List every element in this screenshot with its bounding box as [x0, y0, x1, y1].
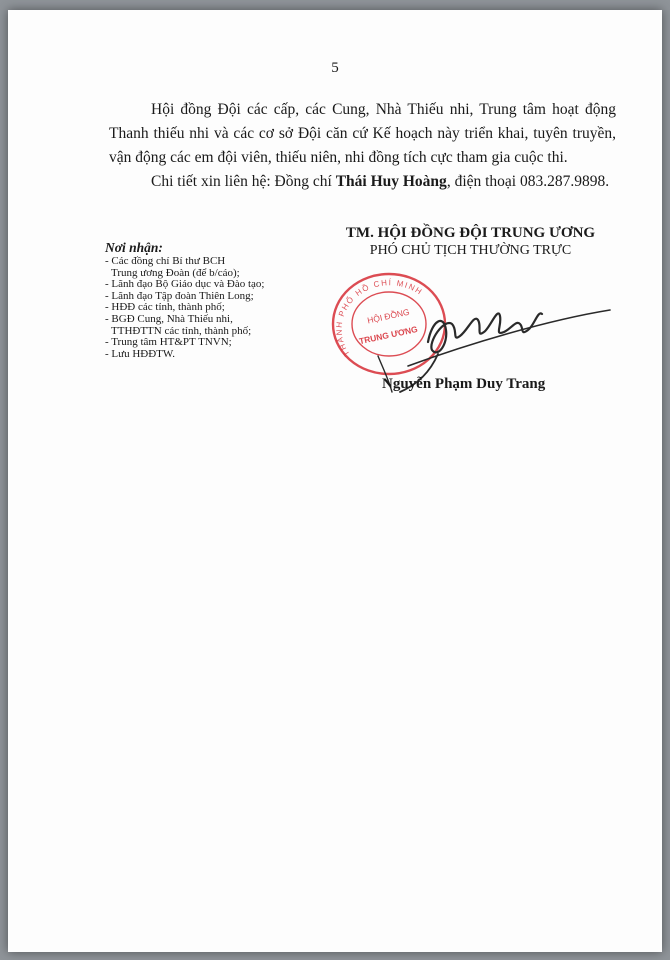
- recipient-item: Trung ương Đoàn (để b/cáo);: [111, 266, 240, 279]
- signer-name: Nguyễn Phạm Duy Trang: [382, 376, 546, 392]
- paragraph-instructions: Hội đồng Đội các cấp, các Cung, Nhà Thiếu nhi, Trung tâm hoạt động Thanh thiếu nhi và các cơ sở Đội căn cứ Kế hoạch này triển khai, tuyên truyền, vận động các em đội viên, thiếu niên, nhi đồng tích cực tham gia cuộc thi.: [109, 101, 616, 166]
- recipients-heading: Nơi nhận:: [105, 240, 163, 255]
- signature-block: [333, 224, 608, 259]
- recipients-list: [105, 256, 325, 360]
- position-title: PHÓ CHỦ TỊCH THƯỜNG TRỰC: [369, 243, 572, 258]
- recipient-item: TTHĐTTN các tỉnh, thành phố;: [111, 324, 252, 337]
- contact-name: Thái Huy Hoàng: [335, 173, 447, 190]
- seal-inner-bottom: TRUNG ƯƠNG: [358, 323, 419, 347]
- page-number: 5: [331, 60, 339, 76]
- recipient-item: - HĐĐ các tỉnh, thành phố;: [105, 301, 225, 314]
- recipient-item: - BGĐ Cung, Nhà Thiếu nhi,: [105, 312, 233, 325]
- recipient-item: - Lãnh đạo Bộ Giáo dục và Đào tạo;: [105, 278, 265, 291]
- document-page: [8, 10, 662, 952]
- paragraph-contact: [109, 170, 616, 194]
- recipient-item: - Lãnh đạo Tập đoàn Thiên Long;: [105, 289, 254, 302]
- contact-prefix: Chi tiết xin liên hệ: Đồng chí: [151, 173, 336, 190]
- recipient-item: - Lưu HĐĐTW.: [105, 347, 176, 360]
- seal-inner-top: HỘI ĐỒNG: [366, 306, 411, 326]
- seal-outer-text: THÀNH PHỐ HỒ CHÍ MINH: [334, 278, 425, 358]
- org-title: TM. HỘI ĐỒNG ĐỘI TRUNG ƯƠNG: [345, 225, 596, 241]
- body-text: [109, 98, 616, 194]
- recipient-item: - Trung tâm HT&PT TNVN;: [105, 336, 232, 349]
- recipients-block: [105, 240, 325, 360]
- recipient-item: - Các đồng chí Bí thư BCH: [105, 255, 226, 267]
- contact-phone: , điện thoại 083.287.9898.: [446, 173, 610, 190]
